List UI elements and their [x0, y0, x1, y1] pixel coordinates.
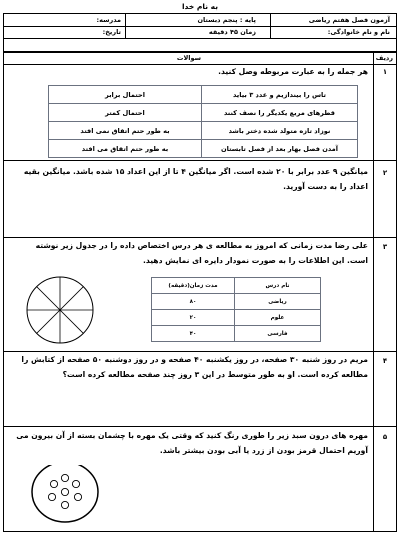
table-cell: ۲۰: [152, 310, 235, 326]
table-row: [152, 310, 321, 326]
question-number: ۳: [382, 243, 388, 251]
table-row: [152, 326, 321, 342]
match-statement: نوزاد تازه متولد شده دختر باشد: [202, 122, 358, 140]
questions-table: [3, 51, 397, 532]
table-cell: فارسی: [235, 326, 321, 342]
question-text: مریم در روز شنبه ۳۰ صفحه، در روز یکشنبه ۴۰ صفحه و در روز دوشنبه ۵۰ صفحه از کتابش را مطالعه کرده است. او به طور متوسط در این ۳ روز چند صفحه مطالعه کرده است؟: [21, 355, 368, 379]
table-row: [152, 294, 321, 310]
table-header: نام درس: [235, 278, 321, 294]
header-divider: [270, 14, 271, 39]
table-row: [49, 86, 358, 104]
question-text: مهره های درون سبد زیر را طوری رنگ کنید که وقتی یک مهره با چشمان بسته از آن بیرون می آوریم احتمال قرمز بودن از زرد یا آبی بودن بیشتر باشد.: [16, 431, 368, 455]
bead: [61, 474, 68, 481]
table-cell: ۸۰: [152, 294, 235, 310]
row-separator: [4, 160, 396, 161]
bead: [74, 493, 81, 500]
header-table: [3, 13, 397, 53]
grade-label: پایه : پنجم دبستان: [197, 16, 256, 24]
match-statement: آمدن فصل بهار بعد از فصل تابستان: [202, 140, 358, 158]
table-row: [49, 140, 358, 158]
bead: [48, 493, 55, 500]
match-answer: به طور حتم اتفاق نمی افتد: [49, 122, 202, 140]
table-row: [49, 122, 358, 140]
question-number: ۵: [382, 433, 388, 441]
header-divider: [125, 14, 126, 39]
match-statement: تاس را بیندازیم و عدد ۳ بیاید: [202, 86, 358, 104]
bead: [61, 501, 68, 508]
match-answer: احتمال کمتر: [49, 104, 202, 122]
time-label: زمان ۴۵ دقیقه: [208, 28, 256, 36]
empty-pie-circle: [24, 274, 96, 346]
exam-title: آزمون فصل هفتم ریاضی: [308, 16, 390, 24]
match-answer: به طور حتم اتفاق می افتد: [49, 140, 202, 158]
questions-column-header: سوالات: [176, 54, 201, 62]
school-label: مدرسه:: [96, 16, 121, 24]
match-statement: قطرهای مربع یکدیگر را نصف کنند: [202, 104, 358, 122]
table-header: مدت زمان(دقیقه): [152, 278, 235, 294]
question-text: هر جمله را به عبارت مربوطه وصل کنید.: [218, 67, 368, 76]
question-number: ۲: [382, 169, 388, 177]
row-separator: [4, 426, 396, 427]
match-answer: احتمال برابر: [49, 86, 202, 104]
bead-basket: [30, 456, 100, 524]
table-cell: ریاضی: [235, 294, 321, 310]
bead: [50, 480, 57, 487]
bead: [72, 480, 79, 487]
question-text: علی رضا مدت زمانی که امروز به مطالعه ی هر درس اختصاص داده را در جدول زیر نوشته است. این اطلاعات را به صورت نمودار دایره ای نمایش دهید.: [35, 241, 368, 265]
question-number: ۴: [382, 357, 388, 365]
bead: [61, 488, 68, 495]
question-number: ۱: [382, 68, 388, 76]
header-row-2: [4, 26, 396, 39]
table-cell: علوم: [235, 310, 321, 326]
page-title: به نام خدا: [181, 2, 219, 11]
table-cell: ۴۰: [152, 326, 235, 342]
table-row: [49, 104, 358, 122]
table-row: [152, 278, 321, 294]
matching-table: [48, 85, 358, 158]
question-text: میانگین ۹ عدد برابر با ۲۰ شده است. اگر میانگین ۴ تا از این اعداد ۱۵ شده باشد. میانگین بقیه اعداد را به دست آورید.: [23, 167, 368, 191]
student-name-label: نام و نام خانوادگی:: [327, 28, 390, 36]
study-time-table: [151, 277, 321, 342]
number-column-divider: [373, 52, 374, 531]
date-label: تاریخ:: [102, 28, 121, 36]
row-column-header: ردیف: [375, 54, 393, 62]
